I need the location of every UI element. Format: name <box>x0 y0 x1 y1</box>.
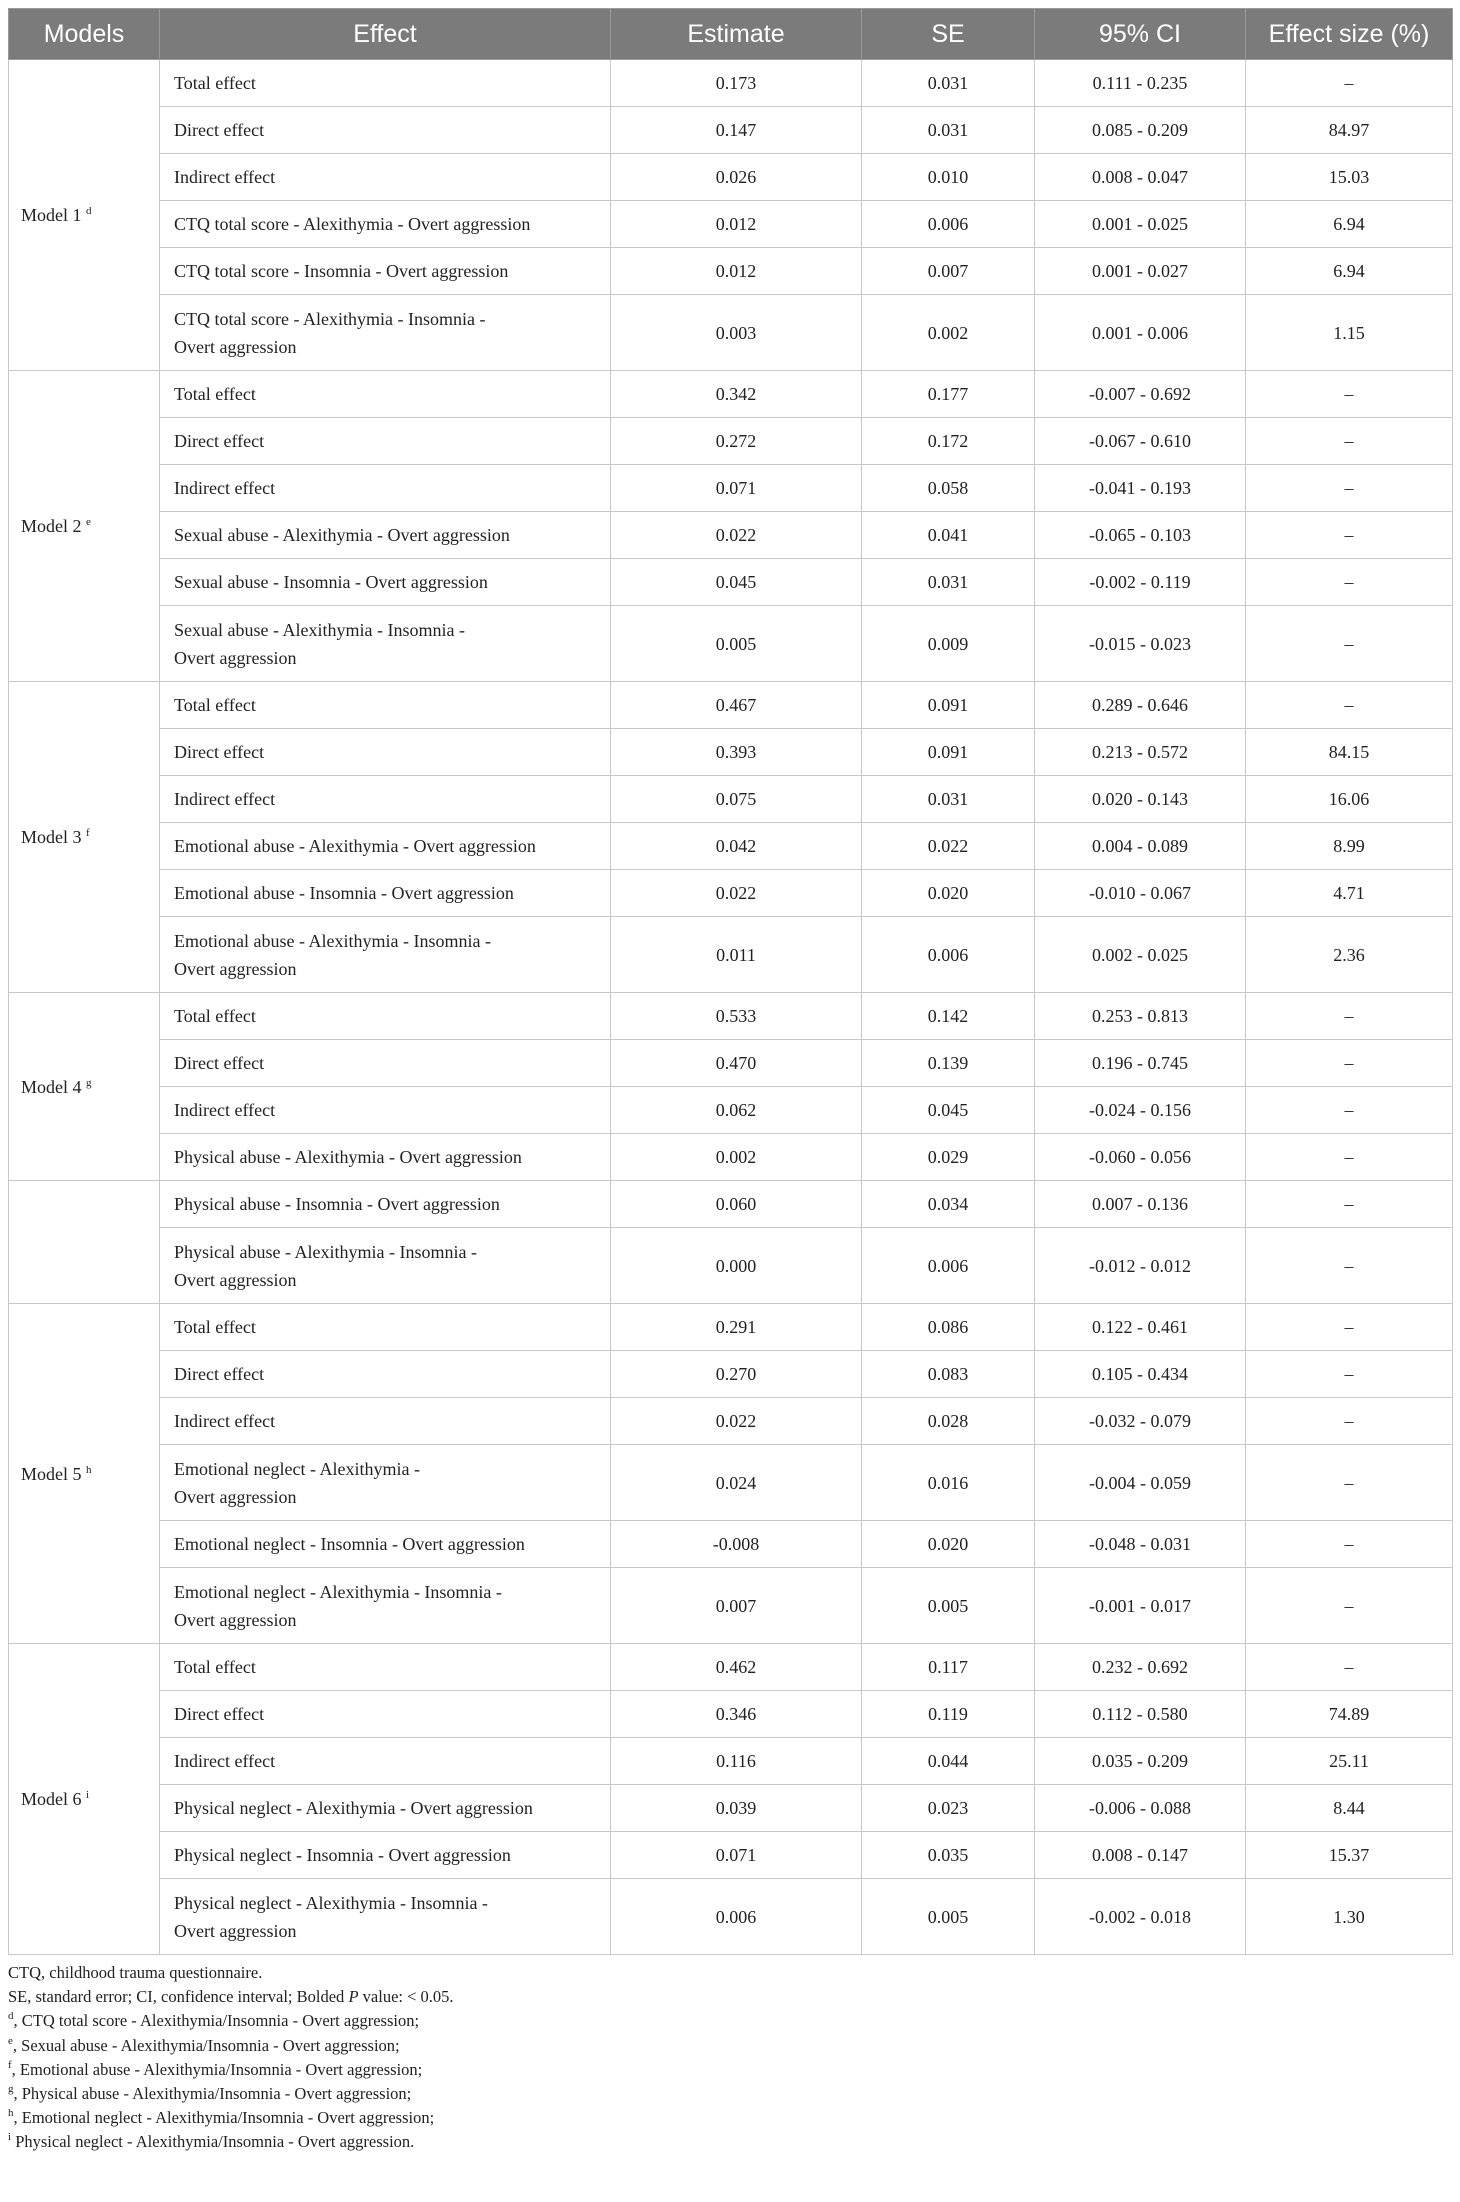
effect-size-cell: 15.37 <box>1246 1832 1453 1879</box>
table-row <box>9 1351 1453 1398</box>
se-cell: 0.044 <box>862 1738 1035 1785</box>
table-row <box>9 729 1453 776</box>
effect-line: Emotional neglect - Alexithymia - Insomnia - <box>174 1581 502 1602</box>
footnote-text: , Sexual abuse - Alexithymia/Insomnia - Overt aggression; <box>12 2035 400 2055</box>
se-cell: 0.034 <box>862 1181 1035 1228</box>
ci-cell: 0.232 - 0.692 <box>1035 1644 1246 1691</box>
estimate-cell: 0.071 <box>611 465 862 512</box>
se-cell: 0.119 <box>862 1691 1035 1738</box>
effect-cell: Emotional neglect - Insomnia - Overt aggression <box>160 1521 611 1568</box>
estimate-cell: 0.173 <box>611 60 862 107</box>
effect-size-cell: – <box>1246 606 1453 682</box>
model-label-cell <box>9 1644 160 1955</box>
se-cell: 0.010 <box>862 154 1035 201</box>
estimate-cell: 0.470 <box>611 1040 862 1087</box>
ci-cell: 0.001 - 0.027 <box>1035 248 1246 295</box>
estimate-cell: 0.116 <box>611 1738 862 1785</box>
effect-cell: Total effect <box>160 1644 611 1691</box>
effect-size-cell: 74.89 <box>1246 1691 1453 1738</box>
model-label: Model 6 <box>21 1789 82 1809</box>
effect-cell <box>160 917 611 993</box>
estimate-cell: 0.007 <box>611 1568 862 1644</box>
ci-cell: 0.112 - 0.580 <box>1035 1691 1246 1738</box>
table-row <box>9 1832 1453 1879</box>
table-row <box>9 870 1453 917</box>
effect-line: Overt aggression <box>174 1269 297 1290</box>
effect-cell <box>160 1445 611 1521</box>
estimate-cell: 0.342 <box>611 371 862 418</box>
table-row <box>9 1445 1453 1521</box>
effect-size-cell: – <box>1246 1398 1453 1445</box>
estimate-cell: 0.272 <box>611 418 862 465</box>
ci-cell: -0.048 - 0.031 <box>1035 1521 1246 1568</box>
model-label-cell <box>9 1304 160 1644</box>
ci-cell: -0.065 - 0.103 <box>1035 512 1246 559</box>
effect-size-cell: – <box>1246 1568 1453 1644</box>
effect-cell: Direct effect <box>160 418 611 465</box>
model-footnote-marker: f <box>86 827 90 839</box>
effect-cell: Total effect <box>160 371 611 418</box>
table-row <box>9 823 1453 870</box>
effect-size-cell: – <box>1246 465 1453 512</box>
effect-size-cell: – <box>1246 371 1453 418</box>
effect-size-cell: – <box>1246 1040 1453 1087</box>
effect-cell: Emotional abuse - Alexithymia - Overt aggression <box>160 823 611 870</box>
effect-cell: Emotional abuse - Insomnia - Overt aggression <box>160 870 611 917</box>
footnote-text: , Physical abuse - Alexithymia/Insomnia - Overt aggression; <box>13 2084 412 2104</box>
table-row <box>9 1304 1453 1351</box>
effect-size-cell: 25.11 <box>1246 1738 1453 1785</box>
table-row <box>9 248 1453 295</box>
se-cell: 0.031 <box>862 559 1035 606</box>
effect-cell: CTQ total score - Insomnia - Overt aggression <box>160 248 611 295</box>
note-abbrev-tail: value: < 0.05. <box>358 1987 454 2007</box>
se-cell: 0.086 <box>862 1304 1035 1351</box>
footnotes <box>8 2009 1452 2154</box>
ci-cell: -0.041 - 0.193 <box>1035 465 1246 512</box>
effect-size-cell: – <box>1246 418 1453 465</box>
se-cell: 0.007 <box>862 248 1035 295</box>
footnote <box>8 2009 1452 2033</box>
effect-size-cell: – <box>1246 1445 1453 1521</box>
ci-cell: -0.004 - 0.059 <box>1035 1445 1246 1521</box>
se-cell: 0.006 <box>862 917 1035 993</box>
estimate-cell: 0.467 <box>611 682 862 729</box>
model-label: Model 4 <box>21 1076 82 1097</box>
table-row <box>9 1568 1453 1644</box>
ci-cell: -0.010 - 0.067 <box>1035 870 1246 917</box>
header-models: Models <box>9 9 160 60</box>
table-body <box>9 60 1453 1955</box>
effect-size-cell: 8.99 <box>1246 823 1453 870</box>
se-cell: 0.023 <box>862 1785 1035 1832</box>
effect-cell: Indirect effect <box>160 1087 611 1134</box>
estimate-cell: 0.045 <box>611 559 862 606</box>
estimate-cell: 0.026 <box>611 154 862 201</box>
se-cell: 0.172 <box>862 418 1035 465</box>
effect-line: Sexual abuse - Alexithymia - Insomnia - <box>174 619 465 640</box>
estimate-cell: 0.022 <box>611 870 862 917</box>
estimate-cell: 0.022 <box>611 1398 862 1445</box>
se-cell: 0.142 <box>862 993 1035 1040</box>
table-row <box>9 1228 1453 1304</box>
table-row <box>9 993 1453 1040</box>
se-cell: 0.117 <box>862 1644 1035 1691</box>
effect-line: Overt aggression <box>174 336 297 357</box>
table-row <box>9 1879 1453 1955</box>
effect-cell <box>160 1568 611 1644</box>
effect-line: Emotional abuse - Alexithymia - Insomnia - <box>174 930 491 951</box>
ci-cell: 0.002 - 0.025 <box>1035 917 1246 993</box>
table-row <box>9 465 1453 512</box>
effect-line: Physical neglect - Alexithymia - Insomnia - <box>174 1892 488 1913</box>
ci-cell: 0.289 - 0.646 <box>1035 682 1246 729</box>
effect-size-cell: – <box>1246 60 1453 107</box>
effect-line: Overt aggression <box>174 1920 297 1941</box>
note-ctq: CTQ, childhood trauma questionnaire. <box>8 1963 263 1982</box>
effect-line: Physical abuse - Alexithymia - Insomnia - <box>174 1241 477 1262</box>
note-abbreviations <box>8 1985 1452 2009</box>
ci-cell: 0.196 - 0.745 <box>1035 1040 1246 1087</box>
se-cell: 0.009 <box>862 606 1035 682</box>
effect-cell: Direct effect <box>160 1691 611 1738</box>
effect-cell: Sexual abuse - Insomnia - Overt aggression <box>160 559 611 606</box>
footnote <box>8 2082 1452 2106</box>
model-footnote-marker: g <box>86 1076 92 1089</box>
header-effect-size: Effect size (%) <box>1246 9 1453 60</box>
se-cell: 0.005 <box>862 1568 1035 1644</box>
estimate-cell: 0.006 <box>611 1879 862 1955</box>
effect-cell: Physical abuse - Alexithymia - Overt aggression <box>160 1134 611 1181</box>
se-cell: 0.022 <box>862 823 1035 870</box>
ci-cell: -0.067 - 0.610 <box>1035 418 1246 465</box>
table-row <box>9 295 1453 371</box>
effect-cell: CTQ total score - Alexithymia - Overt aggression <box>160 201 611 248</box>
ci-cell: 0.007 - 0.136 <box>1035 1181 1246 1228</box>
effect-cell: Direct effect <box>160 107 611 154</box>
ci-cell: -0.060 - 0.056 <box>1035 1134 1246 1181</box>
model-label: Model 5 <box>21 1463 82 1484</box>
effect-cell: Indirect effect <box>160 1738 611 1785</box>
footnote-marker: f <box>8 2058 12 2071</box>
effect-line: Overt aggression <box>174 958 297 979</box>
estimate-cell: 0.000 <box>611 1228 862 1304</box>
se-cell: 0.005 <box>862 1879 1035 1955</box>
estimate-cell: 0.291 <box>611 1304 862 1351</box>
effect-cell: Indirect effect <box>160 776 611 823</box>
effect-cell: Sexual abuse - Alexithymia - Overt aggression <box>160 512 611 559</box>
estimate-cell: 0.024 <box>611 1445 862 1521</box>
table-row <box>9 107 1453 154</box>
ci-cell: 0.008 - 0.047 <box>1035 154 1246 201</box>
estimate-cell: 0.039 <box>611 1785 862 1832</box>
effect-size-cell: – <box>1246 1304 1453 1351</box>
estimate-cell: 0.012 <box>611 248 862 295</box>
table-row <box>9 682 1453 729</box>
effect-cell: Total effect <box>160 682 611 729</box>
effect-size-cell: 8.44 <box>1246 1785 1453 1832</box>
footnote <box>8 2034 1452 2058</box>
ci-cell: 0.004 - 0.089 <box>1035 823 1246 870</box>
ci-cell: 0.213 - 0.572 <box>1035 729 1246 776</box>
estimate-cell: 0.011 <box>611 917 862 993</box>
effect-size-cell: – <box>1246 1351 1453 1398</box>
note-abbrev-text: SE, standard error; CI, confidence interval; Bolded <box>8 1987 349 2007</box>
effect-size-cell: 16.06 <box>1246 776 1453 823</box>
effect-cell: Physical neglect - Insomnia - Overt aggression <box>160 1832 611 1879</box>
ci-cell: 0.001 - 0.025 <box>1035 201 1246 248</box>
table-row <box>9 776 1453 823</box>
header-se: SE <box>862 9 1035 60</box>
table-row <box>9 60 1453 107</box>
se-cell: 0.031 <box>862 107 1035 154</box>
table-row <box>9 418 1453 465</box>
table-row <box>9 1691 1453 1738</box>
table-notes <box>8 1961 1452 2155</box>
model-label-cell <box>9 993 160 1181</box>
estimate-cell: 0.075 <box>611 776 862 823</box>
ci-cell: 0.122 - 0.461 <box>1035 1304 1246 1351</box>
effect-size-cell: – <box>1246 1521 1453 1568</box>
footnote <box>8 2130 1452 2154</box>
model-footnote-marker: e <box>86 516 91 528</box>
table-row <box>9 917 1453 993</box>
table-row <box>9 1521 1453 1568</box>
effect-cell: Indirect effect <box>160 1398 611 1445</box>
effect-cell <box>160 1228 611 1304</box>
note-p-italic: P <box>348 1987 359 2007</box>
estimate-cell: 0.060 <box>611 1181 862 1228</box>
effect-size-cell: – <box>1246 1228 1453 1304</box>
ci-cell: -0.015 - 0.023 <box>1035 606 1246 682</box>
ci-cell: 0.253 - 0.813 <box>1035 993 1246 1040</box>
effect-size-cell: 1.15 <box>1246 295 1453 371</box>
effect-size-cell: – <box>1246 512 1453 559</box>
effect-size-cell: 6.94 <box>1246 201 1453 248</box>
effect-cell <box>160 295 611 371</box>
estimate-cell: 0.005 <box>611 606 862 682</box>
se-cell: 0.006 <box>862 1228 1035 1304</box>
effect-cell: Direct effect <box>160 1351 611 1398</box>
model-label: Model 1 <box>21 205 82 225</box>
estimate-cell: 0.393 <box>611 729 862 776</box>
se-cell: 0.020 <box>862 1521 1035 1568</box>
estimate-cell: 0.462 <box>611 1644 862 1691</box>
se-cell: 0.041 <box>862 512 1035 559</box>
effect-cell: Direct effect <box>160 1040 611 1087</box>
footnote-text: Physical neglect - Alexithymia/Insomnia - Overt aggression. <box>11 2132 415 2152</box>
ci-cell: -0.006 - 0.088 <box>1035 1785 1246 1832</box>
results-table-container <box>8 8 1452 2155</box>
effect-line: CTQ total score - Alexithymia - Insomnia - <box>174 308 486 329</box>
header-estimate: Estimate <box>611 9 862 60</box>
table-row <box>9 606 1453 682</box>
footnote-marker: h <box>8 2107 14 2120</box>
footnote <box>8 2058 1452 2082</box>
footnote-marker: i <box>8 2131 12 2144</box>
table-row <box>9 1134 1453 1181</box>
effect-size-cell: – <box>1246 1181 1453 1228</box>
table-row <box>9 559 1453 606</box>
se-cell: 0.016 <box>862 1445 1035 1521</box>
estimate-cell: 0.003 <box>611 295 862 371</box>
table-row <box>9 154 1453 201</box>
mediation-results-table <box>8 8 1453 1955</box>
estimate-cell: 0.147 <box>611 107 862 154</box>
header-effect: Effect <box>160 9 611 60</box>
footnote-marker: d <box>8 2010 14 2023</box>
se-cell: 0.058 <box>862 465 1035 512</box>
ci-cell: 0.035 - 0.209 <box>1035 1738 1246 1785</box>
effect-size-cell: – <box>1246 1644 1453 1691</box>
ci-cell: -0.002 - 0.119 <box>1035 559 1246 606</box>
effect-size-cell: – <box>1246 1134 1453 1181</box>
effect-size-cell: 2.36 <box>1246 917 1453 993</box>
effect-line: Emotional neglect - Alexithymia - <box>174 1458 420 1479</box>
estimate-cell: 0.022 <box>611 512 862 559</box>
se-cell: 0.006 <box>862 201 1035 248</box>
se-cell: 0.045 <box>862 1087 1035 1134</box>
ci-cell: -0.001 - 0.017 <box>1035 1568 1246 1644</box>
header-row <box>9 9 1453 60</box>
table-row <box>9 1785 1453 1832</box>
estimate-cell: 0.270 <box>611 1351 862 1398</box>
effect-size-cell: – <box>1246 993 1453 1040</box>
table-row <box>9 371 1453 418</box>
ci-cell: -0.032 - 0.079 <box>1035 1398 1246 1445</box>
header-ci: 95% CI <box>1035 9 1246 60</box>
effect-size-cell: 84.15 <box>1246 729 1453 776</box>
se-cell: 0.031 <box>862 60 1035 107</box>
footnote-text: , Emotional abuse - Alexithymia/Insomnia - Overt aggression; <box>11 2059 423 2079</box>
estimate-cell: 0.062 <box>611 1087 862 1134</box>
effect-size-cell: – <box>1246 682 1453 729</box>
se-cell: 0.020 <box>862 870 1035 917</box>
effect-cell: Total effect <box>160 60 611 107</box>
table-row <box>9 512 1453 559</box>
estimate-cell: 0.071 <box>611 1832 862 1879</box>
effect-cell: Total effect <box>160 993 611 1040</box>
effect-size-cell: 1.30 <box>1246 1879 1453 1955</box>
ci-cell: 0.111 - 0.235 <box>1035 60 1246 107</box>
model-footnote-marker: d <box>86 205 92 217</box>
se-cell: 0.002 <box>862 295 1035 371</box>
model-label-cell <box>9 1181 160 1304</box>
effect-cell <box>160 606 611 682</box>
effect-line: Overt aggression <box>174 647 297 668</box>
model-label-cell <box>9 60 160 371</box>
estimate-cell: 0.346 <box>611 1691 862 1738</box>
se-cell: 0.083 <box>862 1351 1035 1398</box>
ci-cell: 0.085 - 0.209 <box>1035 107 1246 154</box>
ci-cell: 0.020 - 0.143 <box>1035 776 1246 823</box>
footnote-text: , CTQ total score - Alexithymia/Insomnia - Overt aggression; <box>13 2011 420 2031</box>
ci-cell: 0.001 - 0.006 <box>1035 295 1246 371</box>
ci-cell: -0.002 - 0.018 <box>1035 1879 1246 1955</box>
table-row <box>9 1644 1453 1691</box>
se-cell: 0.031 <box>862 776 1035 823</box>
ci-cell: -0.012 - 0.012 <box>1035 1228 1246 1304</box>
footnote-marker: g <box>8 2083 14 2096</box>
se-cell: 0.139 <box>862 1040 1035 1087</box>
table-row <box>9 201 1453 248</box>
model-footnote-marker: h <box>86 1463 92 1476</box>
effect-size-cell: 15.03 <box>1246 154 1453 201</box>
se-cell: 0.029 <box>862 1134 1035 1181</box>
se-cell: 0.028 <box>862 1398 1035 1445</box>
se-cell: 0.091 <box>862 729 1035 776</box>
se-cell: 0.035 <box>862 1832 1035 1879</box>
effect-cell <box>160 1879 611 1955</box>
effect-line: Overt aggression <box>174 1486 297 1507</box>
effect-cell: Direct effect <box>160 729 611 776</box>
effect-cell: Indirect effect <box>160 465 611 512</box>
effect-line: Overt aggression <box>174 1609 297 1630</box>
effect-size-cell: 4.71 <box>1246 870 1453 917</box>
effect-cell: Total effect <box>160 1304 611 1351</box>
ci-cell: -0.024 - 0.156 <box>1035 1087 1246 1134</box>
effect-size-cell: – <box>1246 1087 1453 1134</box>
table-row <box>9 1738 1453 1785</box>
estimate-cell: 0.012 <box>611 201 862 248</box>
se-cell: 0.177 <box>862 371 1035 418</box>
model-label: Model 2 <box>21 516 82 536</box>
effect-cell: Physical abuse - Insomnia - Overt aggression <box>160 1181 611 1228</box>
estimate-cell: 0.533 <box>611 993 862 1040</box>
effect-size-cell: 84.97 <box>1246 107 1453 154</box>
estimate-cell: 0.042 <box>611 823 862 870</box>
estimate-cell: 0.002 <box>611 1134 862 1181</box>
effect-cell: Indirect effect <box>160 154 611 201</box>
effect-size-cell: 6.94 <box>1246 248 1453 295</box>
estimate-cell: -0.008 <box>611 1521 862 1568</box>
footnote <box>8 2106 1452 2130</box>
model-label-cell <box>9 682 160 993</box>
table-row <box>9 1398 1453 1445</box>
ci-cell: 0.008 - 0.147 <box>1035 1832 1246 1879</box>
table-row <box>9 1087 1453 1134</box>
effect-cell: Physical neglect - Alexithymia - Overt aggression <box>160 1785 611 1832</box>
table-row <box>9 1040 1453 1087</box>
effect-size-cell: – <box>1246 559 1453 606</box>
footnote-text: , Emotional neglect - Alexithymia/Insomnia - Overt aggression; <box>13 2108 435 2128</box>
model-footnote-marker: i <box>86 1789 90 1801</box>
model-label: Model 3 <box>21 827 82 847</box>
table-row <box>9 1181 1453 1228</box>
ci-cell: -0.007 - 0.692 <box>1035 371 1246 418</box>
se-cell: 0.091 <box>862 682 1035 729</box>
model-label-cell <box>9 371 160 682</box>
footnote-marker: e <box>8 2034 13 2047</box>
ci-cell: 0.105 - 0.434 <box>1035 1351 1246 1398</box>
